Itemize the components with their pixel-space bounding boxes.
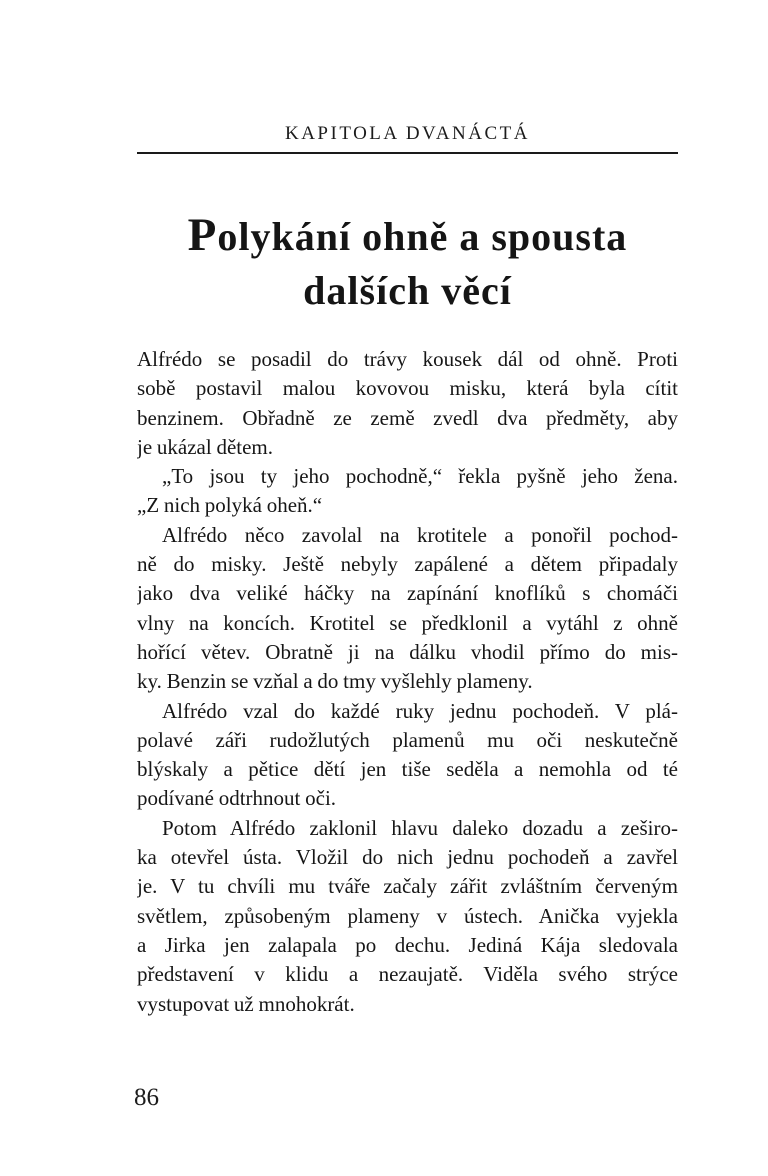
chapter-running-header: KAPITOLA DVANÁCTÁ bbox=[284, 123, 530, 144]
text-line: a Jirka jen zalapala po dechu. Jediná Kája sledovala bbox=[137, 932, 678, 957]
paragraph bbox=[137, 521, 678, 697]
text-line: ně do misky. Ještě nebyly zapálené a dětem připadaly bbox=[137, 552, 678, 577]
text-line: benzinem. Obřadně ze země zvedl dva předměty, aby bbox=[137, 405, 678, 430]
page-number: 86 bbox=[134, 1084, 159, 1111]
text-line: Alfrédo se posadil do trávy kousek dál od ohně. Proti bbox=[137, 347, 678, 371]
title-line: Polykání ohně a spousta bbox=[187, 209, 628, 261]
paragraph bbox=[137, 814, 678, 1019]
text-line: Alfrédo něco zavolal na krotitele a ponořil pochod- bbox=[162, 522, 678, 547]
paragraph bbox=[137, 462, 678, 521]
text-line: ka otevřel ústa. Vložil do nich jednu pochodeň a zavřel bbox=[137, 845, 678, 870]
text-line: vlny na koncích. Krotitel se předklonil a vytáhl z ohně bbox=[137, 610, 678, 635]
text-line: představení v klidu a nezaujatě. Viděla svého strýce bbox=[137, 962, 678, 987]
text-line: je. V tu chvíli mu tváře začaly zářit zvláštním červeným bbox=[137, 874, 678, 899]
body-text bbox=[137, 345, 678, 1019]
chapter-title bbox=[114, 208, 701, 318]
text-line: „Z nich polyká oheň.“ bbox=[137, 493, 323, 518]
text-line: blýskaly a pětice dětí jen tiše seděla a nemohla od té bbox=[137, 757, 678, 782]
text-line: ky. Benzin se vzňal a do tmy vyšlehly plameny. bbox=[137, 669, 533, 694]
text-line: sobě postavil malou kovovou misku, která byla cítit bbox=[137, 376, 678, 401]
text-line: Alfrédo vzal do každé ruky jednu pochodeň. V plá- bbox=[162, 698, 678, 723]
text-line: jako dva veliké háčky na zapínání knoflíků s chomáči bbox=[137, 581, 678, 606]
paragraph bbox=[137, 345, 678, 462]
text-line: je ukázal dětem. bbox=[137, 434, 274, 459]
header-rule bbox=[137, 152, 678, 154]
text-line: světlem, způsobeným plameny v ústech. Anička vyjekla bbox=[137, 903, 678, 928]
text-line: Potom Alfrédo zaklonil hlavu daleko dozadu a zeširo- bbox=[162, 815, 678, 840]
text-line: polavé záři rudožlutých plamenů mu oči neskutečně bbox=[137, 727, 678, 752]
text-line: vystupovat už mnohokrát. bbox=[137, 991, 355, 1016]
text-line: „To jsou ty jeho pochodně,“ řekla pyšně jeho žena. bbox=[162, 464, 678, 489]
text-line: podívané odtrhnout oči. bbox=[137, 786, 337, 811]
title-line: dalších věcí bbox=[303, 268, 512, 313]
text-line: hořící větev. Obratně ji na dálku vhodil přímo do mis- bbox=[137, 639, 678, 664]
paragraph bbox=[137, 697, 678, 814]
